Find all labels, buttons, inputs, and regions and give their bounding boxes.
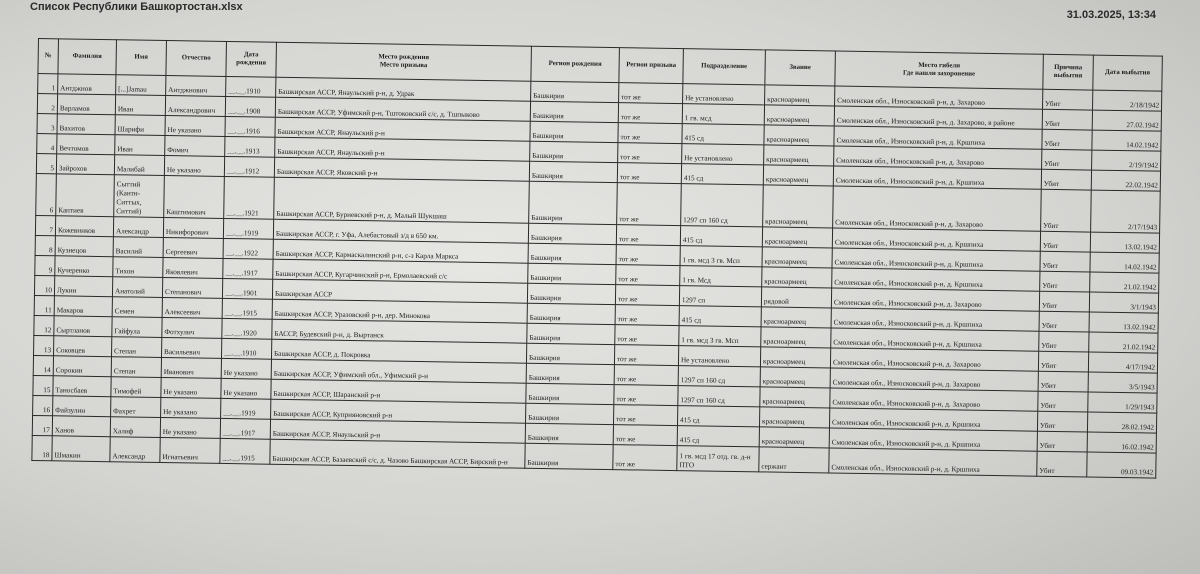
cell-birthplace: Башкирская АССР, Уразовский р-н, дер. Минокова: [272, 299, 527, 323]
cell-num: 11: [34, 295, 54, 315]
cell-unit: 415 сд: [677, 406, 759, 427]
cell-patronymic: Алексеевич: [162, 297, 222, 318]
cell-draft-region: тот же: [613, 405, 677, 426]
cell-birthplace: Башкирская АССР, Базаевский с/с, д. Чазово Башкирская АССР, Бирский р-н: [270, 439, 525, 468]
cell-birthdate: __.__.1915: [220, 438, 270, 464]
cell-patronymic: Не указано: [165, 116, 225, 137]
cell-rank: сержант: [759, 447, 829, 473]
column-header-firstname: Имя: [116, 40, 167, 76]
cell-draft-region: тот же: [613, 425, 677, 446]
cell-num: 18: [32, 435, 52, 460]
cell-birthdate: __.__.1917: [220, 418, 270, 439]
cell-lastname: Кузнецов: [55, 236, 113, 257]
cell-lastname: Кожевников: [55, 216, 113, 237]
cell-birthplace: БАССР, Будевский р-н, д. Выртанск: [272, 319, 527, 343]
cell-birth-region: Башкирия: [526, 383, 614, 404]
cell-unit: 415 сд: [677, 426, 759, 447]
cell-reason: Убит: [1037, 411, 1087, 432]
cell-rank: красноармеец: [761, 307, 831, 328]
cell-lastname: Таносбаев: [53, 376, 111, 397]
cell-birth-region: Башкирия: [527, 323, 615, 344]
cell-birth-region: Башкирия: [528, 243, 616, 264]
cell-rank: красноармеец: [764, 145, 834, 166]
cell-num: 17: [32, 415, 52, 435]
cell-num: 10: [34, 275, 54, 295]
cell-birthplace: Башкирская АССР, Уфимский р-н, Тштоковский с/с, д. Тшпыково: [275, 97, 530, 121]
cell-draft-region: тот же: [619, 83, 683, 104]
cell-birthdate: __.__.1922: [223, 238, 273, 259]
cell-date: 3/1/1943: [1089, 292, 1158, 313]
cell-num: 3: [37, 113, 57, 133]
cell-patronymic: Сергеевич: [163, 237, 223, 258]
cell-rank: красноармеец: [760, 347, 830, 368]
cell-reason: Убит: [1040, 271, 1090, 292]
cell-firstname: Анатолий: [112, 277, 162, 298]
cell-draft-region: тот же: [614, 385, 678, 406]
cell-reason: Убит: [1038, 391, 1088, 412]
cell-unit: 1 гв. мсд 3 гв. Мсп: [679, 326, 761, 347]
cell-birthdate: __.__.1921: [224, 176, 275, 219]
cell-draft-region: тот же: [613, 445, 677, 471]
cell-reason: Убит: [1039, 291, 1089, 312]
cell-lastname: Антджнов: [58, 74, 116, 95]
cell-death-place: Смоленская обл., Износковский р-н, д. Кршпиха: [832, 228, 1040, 251]
cell-draft-region: тот же: [615, 285, 679, 306]
cell-patronymic: Не указано: [161, 377, 221, 398]
cell-unit: 1 гв. мсд 17 отд. гв. д-н ПТО: [677, 446, 759, 472]
column-header-draft-region: Регион призыва: [619, 48, 684, 84]
cell-reason: Убит: [1042, 149, 1092, 170]
cell-date: 13.02.1942: [1090, 232, 1159, 253]
cell-patronymic: Не указано: [160, 417, 220, 438]
cell-unit: 1 гв. мсд: [682, 104, 764, 125]
cell-rank: красноармеец: [763, 185, 834, 228]
cell-unit: Не установлено: [678, 346, 760, 367]
cell-patronymic: Фомич: [165, 136, 225, 157]
cell-date: 21.02.1942: [1090, 272, 1159, 293]
cell-rank: красноармеец: [759, 407, 829, 428]
cell-lastname: Ханов: [52, 416, 110, 437]
cell-unit: 415 сд: [681, 164, 763, 185]
cell-patronymic: Степанович: [162, 277, 222, 298]
cell-lastname: Сорокин: [53, 356, 111, 377]
cell-birthdate: __.__.1919: [223, 218, 273, 239]
cell-date: 4/17/1942: [1088, 352, 1157, 373]
cell-firstname: Василий: [113, 237, 163, 258]
cell-death-place: Смоленская обл., Износковский р-н, д. Кршпиха: [833, 166, 1041, 189]
cell-firstname: Фахрет: [111, 397, 161, 418]
cell-death-place: Смоленская обл., Износковский р-н, д. Кршпиха: [831, 308, 1039, 331]
cell-patronymic: Иванович: [161, 357, 221, 378]
cell-death-place: Смоленская обл., Износковский р-н, д. Захарово: [835, 86, 1043, 109]
column-header-birth-region: Регион рождения: [531, 46, 620, 82]
cell-reason: Убит: [1042, 129, 1092, 150]
cell-date: 2/17/1943: [1091, 190, 1161, 233]
cell-firstname: Халиф: [110, 417, 160, 438]
cell-rank: красноармеец: [759, 427, 829, 448]
cell-rank: красноармеец: [765, 85, 835, 106]
cell-firstname: Степан: [112, 337, 162, 358]
cell-reason: Убит: [1037, 451, 1087, 477]
cell-reason: Убит: [1041, 189, 1092, 232]
cell-death-place: Смоленская обл., Износковский р-н, д. Захарово, в районе: [834, 106, 1042, 129]
column-header-rank: Звание: [765, 50, 836, 86]
cell-draft-region: тот же: [618, 123, 682, 144]
cell-draft-region: тот же: [614, 345, 678, 366]
cell-patronymic: Никифорович: [163, 217, 223, 238]
cell-date: 22.02.1942: [1091, 170, 1160, 191]
cell-num: 1: [38, 74, 58, 94]
cell-draft-region: тот же: [616, 245, 680, 266]
cell-birthdate: __.__.1920: [222, 318, 272, 339]
cell-death-place: Смоленская обл., Износковский р-н, д. Захарово: [830, 388, 1038, 411]
cell-lastname: Зайрохов: [56, 154, 114, 175]
cell-death-place: Смоленская обл., Износковский р-н, д. Захарово: [831, 288, 1039, 311]
cell-draft-region: тот же: [615, 305, 679, 326]
cell-date: 13.02.1942: [1089, 312, 1158, 333]
cell-patronymic: Не указано: [161, 397, 221, 418]
cell-birthplace: Башкирская АССР, д. Покровка: [271, 339, 526, 363]
cell-birthdate: __.__.1916: [225, 116, 275, 137]
cell-unit: Не установлено: [683, 84, 765, 105]
cell-unit: 1 гв. Мсд: [680, 266, 762, 287]
cell-lastname: Сыртланов: [54, 316, 112, 337]
cell-num: 16: [33, 395, 53, 415]
cell-birthplace: Башкирская АССР, Янаульский р-н: [270, 419, 525, 443]
cell-reason: Убит: [1041, 169, 1091, 190]
cell-reason: Убит: [1042, 109, 1092, 130]
cell-birthplace: Башкирская АССР, Кармаскалинский р-н, с-з Карла Маркса: [273, 239, 528, 263]
cell-birth-region: Башкирия: [530, 121, 618, 142]
cell-birth-region: Башкирия: [530, 141, 618, 162]
cell-rank: красноармеец: [762, 267, 832, 288]
cell-patronymic: Антджнович: [166, 76, 226, 97]
cell-death-place: Смоленская обл., Износковский р-н, д. Захарово: [833, 186, 1042, 231]
cell-firstname: Александр: [110, 437, 160, 463]
cell-death-place: Смоленская обл., Износковский р-н, д. Кршпиха: [829, 448, 1037, 476]
cell-date: 16.02.1942: [1087, 432, 1156, 453]
cell-num: 6: [36, 173, 57, 215]
cell-birth-region: Башкирия: [527, 303, 615, 324]
cell-death-place: Смоленская обл., Износковский р-н, д. Кршпиха: [834, 126, 1042, 149]
cell-draft-region: тот же: [616, 225, 680, 246]
cell-num: 7: [35, 215, 55, 235]
cell-firstname: Степан: [111, 357, 161, 378]
cell-num: 12: [34, 315, 54, 335]
cell-birthplace: Башкирская АССР, Янаульский р-н, д. Удрак: [276, 77, 531, 101]
cell-lastname: Кучеренко: [55, 256, 113, 277]
cell-lastname: Вечтомов: [57, 134, 115, 155]
cell-rank: красноармеец: [764, 125, 834, 146]
cell-num: 15: [33, 375, 53, 395]
cell-birth-region: Башкирия: [528, 223, 616, 244]
cell-lastname: Каптиев: [56, 174, 115, 217]
cell-rank: рядовой: [761, 287, 831, 308]
cell-reason: Убит: [1040, 231, 1090, 252]
cell-rank: красноармеец: [763, 165, 833, 186]
cell-reason: Убит: [1038, 371, 1088, 392]
cell-draft-region: тот же: [617, 183, 682, 226]
cell-birthdate: __.__.1917: [223, 258, 273, 279]
cell-date: 2/18/1942: [1092, 90, 1161, 111]
cell-patronymic: Яковлевич: [163, 257, 223, 278]
cell-num: 14: [33, 355, 53, 375]
cell-birth-region: Башкирия: [526, 363, 614, 384]
cell-birthdate: Не указано: [221, 358, 271, 379]
cell-reason: Убит: [1039, 331, 1089, 352]
cell-draft-region: тот же: [617, 163, 681, 184]
cell-rank: красноармеец: [760, 387, 830, 408]
cell-lastname: Шмакин: [52, 436, 110, 462]
cell-date: 27.02.1942: [1092, 110, 1161, 131]
cell-birthplace: Башкирская АССР, Янаульский р-н: [275, 137, 530, 161]
cell-birth-region: Башкирия: [530, 101, 618, 122]
cell-birth-region: Башкирия: [525, 443, 613, 469]
cell-death-place: Смоленская обл., Износковский р-н, д. Захарово: [830, 368, 1038, 391]
cell-firstname: Сыттий (Кантн-Ситтых, Ситтий): [114, 175, 165, 218]
cell-date: 14.02.1942: [1092, 130, 1161, 151]
cell-firstname: Иван: [115, 135, 165, 156]
cell-birthdate: __.__.1913: [225, 136, 275, 157]
cell-rank: красноармеец: [762, 227, 832, 248]
cell-unit: 1297 сп 160 сд: [678, 366, 760, 387]
cell-lastname: Соковцев: [54, 336, 112, 357]
column-header-death-place: Место гибели Где нашли захоронение: [835, 51, 1044, 89]
cell-patronymic: Каштимович: [164, 176, 225, 219]
cell-num: 13: [34, 335, 54, 355]
cell-birth-region: Башкирия: [527, 283, 615, 304]
cell-firstname: [...]Jamau: [116, 75, 166, 96]
cell-draft-region: тот же: [615, 325, 679, 346]
cell-firstname: Тихон: [113, 257, 163, 278]
cell-birth-region: Башкирия: [526, 403, 614, 424]
records-table: [31, 38, 1163, 479]
cell-lastname: Лукин: [54, 276, 112, 297]
cell-birthplace: Башкирская АССР, Шаранский р-н: [271, 379, 526, 403]
cell-birthdate: __.__.1910: [226, 76, 276, 97]
cell-rank: красноармеец: [761, 327, 831, 348]
cell-firstname: Александр: [113, 217, 163, 238]
cell-firstname: Тимофей: [111, 377, 161, 398]
cell-birthplace: Башкирская АССР: [272, 279, 527, 303]
cell-unit: 415 сд: [680, 226, 762, 247]
cell-birth-region: Башкирия: [525, 423, 613, 444]
cell-num: 5: [36, 153, 56, 173]
cell-birthdate: __.__.1919: [221, 398, 271, 419]
cell-patronymic: Не указано: [164, 156, 224, 177]
cell-reason: Убит: [1043, 89, 1093, 110]
cell-unit: 415 сд: [682, 124, 764, 145]
cell-rank: красноармеец: [764, 105, 834, 126]
cell-draft-region: тот же: [614, 365, 678, 386]
cell-draft-region: тот же: [618, 143, 682, 164]
cell-date: 1/29/1943: [1088, 392, 1157, 413]
column-header-lastname: Фамилия: [58, 39, 117, 75]
cell-date: 28.02.1942: [1087, 412, 1156, 433]
cell-birthdate: Не указано: [221, 378, 271, 399]
cell-date: 14.02.1942: [1090, 252, 1159, 273]
cell-birthdate: __.__.1901: [222, 278, 272, 299]
cell-birthdate: __.__.1912: [224, 156, 274, 177]
cell-birthplace: Башкирская АССР, Яковский р-н: [274, 157, 529, 181]
cell-death-place: Смоленская обл., Износковский р-н, д. Кршпиха: [832, 248, 1040, 271]
cell-reason: Убит: [1037, 431, 1087, 452]
cell-reason: Убит: [1038, 351, 1088, 372]
print-datetime: 31.03.2025, 13:34: [1066, 9, 1156, 21]
column-header-date: Дата выбытия: [1093, 55, 1163, 91]
cell-unit: 1 гв. мсд 3 гв. Мсп: [680, 246, 762, 267]
cell-num: 9: [35, 255, 55, 275]
column-header-birthplace: Место рождения Место призыва: [276, 42, 532, 81]
column-header-reason: Причина выбытия: [1043, 54, 1094, 90]
cell-rank: красноармеец: [760, 367, 830, 388]
cell-lastname: Файзулин: [53, 396, 111, 417]
cell-num: 2: [37, 94, 57, 114]
cell-reason: Убит: [1040, 251, 1090, 272]
cell-birth-region: Башкирия: [528, 263, 616, 284]
cell-date: 21.02.1942: [1089, 332, 1158, 353]
cell-unit: 1297 сп: [679, 286, 761, 307]
cell-birth-region: Башкирия: [529, 161, 617, 182]
cell-unit: 1297 сп 160 сд: [681, 184, 764, 227]
cell-firstname: Шарифи: [115, 115, 165, 136]
cell-death-place: Смоленская обл., Износковский р-н, д. Захарово: [834, 146, 1042, 169]
cell-death-place: Смоленская обл., Износковский р-н, д. Кршпиха: [829, 408, 1037, 431]
cell-lastname: Макаров: [54, 296, 112, 317]
cell-birthplace: Башкирская АССР, Уфимский обл., Уфимский р-н: [271, 359, 526, 383]
cell-birth-region: Башкирия: [526, 343, 614, 364]
cell-firstname: Иван: [115, 95, 165, 116]
cell-birthplace: Башкирская АССР, Кугарчинский р-н, Ермолаевский с/с: [273, 259, 528, 283]
cell-date: 09.03.1942: [1087, 452, 1156, 478]
cell-birthdate: __.__.1908: [225, 96, 275, 117]
cell-num: 8: [35, 235, 55, 255]
cell-draft-region: тот же: [618, 103, 682, 124]
cell-reason: Убит: [1039, 311, 1089, 332]
cell-draft-region: тот же: [616, 265, 680, 286]
cell-firstname: Гайфула: [112, 317, 162, 338]
cell-birthplace: Башкирская АССР, Янаульский р-н: [275, 117, 530, 141]
cell-lastname: Варламов: [57, 94, 115, 115]
column-header-birthdate: Дата рождения: [226, 41, 277, 77]
cell-firstname: Семен: [112, 297, 162, 318]
cell-patronymic: Фотхулич: [162, 317, 222, 338]
cell-num: 4: [37, 133, 57, 153]
column-header-unit: Подразделение: [683, 49, 766, 85]
cell-birth-region: Башкирия: [529, 181, 618, 224]
cell-birthplace: Башкирская АССР, г. Уфа, Алебастовый з/д в 650 км.: [273, 219, 528, 243]
cell-patronymic: Васильевич: [161, 337, 221, 358]
cell-death-place: Смоленская обл., Износковский р-н, д. Кршпиха: [829, 428, 1037, 451]
cell-birthdate: __.__.1915: [222, 298, 272, 319]
cell-death-place: Смоленская обл., Износковский р-н, д. Кршпиха: [831, 328, 1039, 351]
column-header-num: №: [38, 39, 59, 74]
spreadsheet-printout: [31, 38, 1162, 502]
cell-unit: 1297 сп 160 сд: [678, 386, 760, 407]
cell-birth-region: Башкирия: [531, 81, 619, 102]
cell-patronymic: Александрович: [165, 96, 225, 117]
cell-unit: 415 сд: [679, 306, 761, 327]
cell-unit: Не установлено: [682, 144, 764, 165]
cell-death-place: Смоленская обл., Износковский р-н, д. Кршпиха: [832, 268, 1040, 291]
cell-birthplace: Башкирская АССР, Куприяновский р-н: [271, 399, 526, 423]
cell-rank: красноармеец: [762, 247, 832, 268]
cell-firstname: Малибай: [114, 155, 164, 176]
cell-death-place: Смоленская обл., Износковский р-н, д. Захарово: [830, 348, 1038, 371]
cell-date: 3/5/1943: [1088, 372, 1157, 393]
cell-birthdate: __.__.1910: [221, 338, 271, 359]
cell-lastname: Вахитов: [57, 114, 115, 135]
column-header-patronymic: Отчество: [166, 41, 227, 77]
document-title: Список Республики Башкортостан.xlsx: [30, 1, 243, 13]
cell-patronymic: Игнатьевич: [160, 437, 220, 463]
cell-birthplace: Башкирская АССР, Буриевский р-н, д. Малый Шукшаш: [274, 177, 530, 223]
cell-date: 2/19/1942: [1092, 150, 1161, 171]
